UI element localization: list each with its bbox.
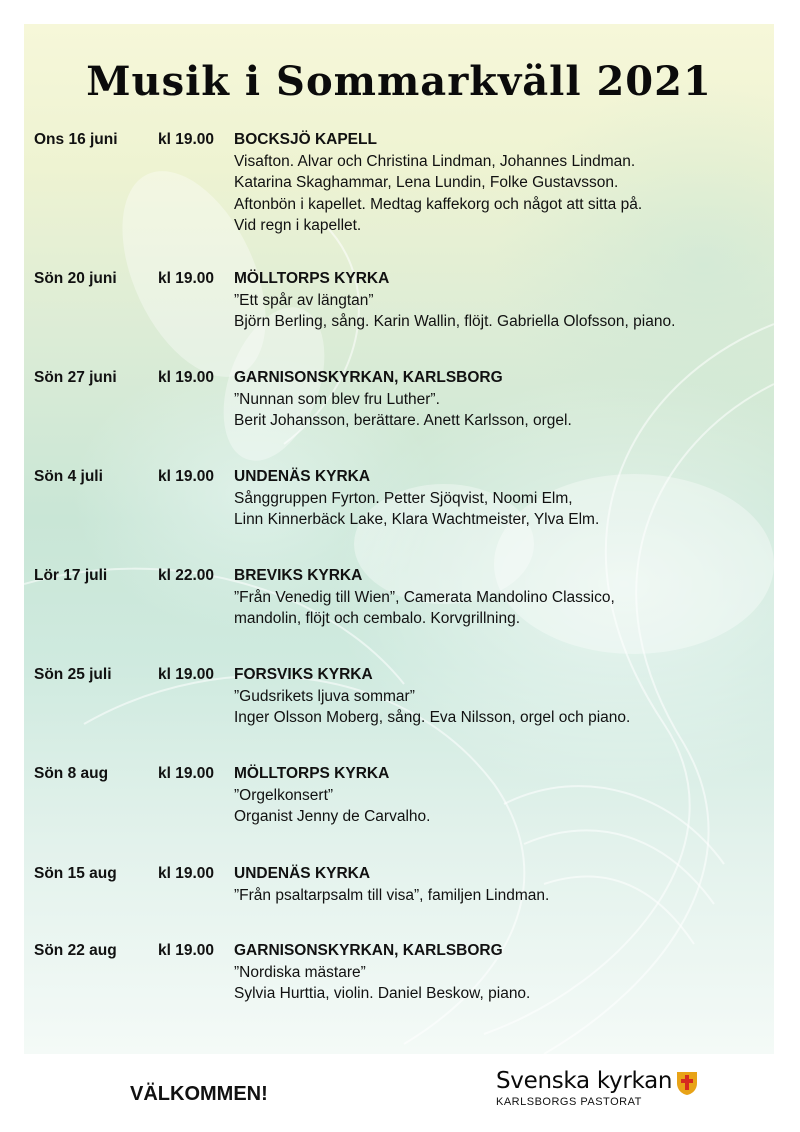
- event-date: Sön 27 juni: [34, 369, 117, 386]
- event-line: ”Gudsrikets ljuva sommar”: [234, 687, 415, 705]
- event-list: [34, 129, 774, 1010]
- event-line: ”Ett spår av längtan”: [234, 291, 374, 309]
- event-line: Berit Johansson, berättare. Anett Karlsson, orgel.: [234, 412, 572, 429]
- list-item: [34, 565, 774, 664]
- event-date: Sön 20 juni: [34, 270, 117, 287]
- event-venue: BOCKSJÖ KAPELL: [234, 131, 377, 148]
- event-line: Sylvia Hurttia, violin. Daniel Beskow, piano.: [234, 985, 531, 1002]
- event-line: Sånggruppen Fyrton. Petter Sjöqvist, Noomi Elm,: [234, 489, 573, 507]
- event-line: Organist Jenny de Carvalho.: [234, 808, 431, 825]
- event-line: ”Från psaltarpsalm till visa”, familjen Lindman.: [234, 886, 550, 904]
- list-item: [34, 664, 774, 763]
- page-title: Musik i Sommarkväll 2021: [86, 58, 712, 105]
- logo-subtitle: KARLSBORGS PASTORAT: [496, 1096, 642, 1108]
- event-line: Björn Berling, sång. Karin Wallin, flöjt. Gabriella Olofsson, piano.: [234, 313, 676, 330]
- event-line: ”Orgelkonsert”: [234, 786, 334, 804]
- list-item: [34, 763, 774, 863]
- event-line: ”Nordiska mästare”: [234, 963, 366, 981]
- event-time: kl 19.00: [158, 131, 215, 148]
- event-venue: GARNISONSKYRKAN, KARLSBORG: [234, 369, 503, 386]
- event-time: kl 19.00: [158, 765, 215, 782]
- event-time: kl 19.00: [158, 865, 215, 882]
- list-item: [34, 268, 774, 367]
- event-date: Sön 22 aug: [34, 942, 117, 959]
- event-time: kl 22.00: [158, 567, 215, 584]
- event-venue: FORSVIKS KYRKA: [234, 666, 373, 683]
- event-time: kl 19.00: [158, 666, 215, 683]
- list-item: [34, 129, 774, 268]
- event-line: mandolin, flöjt och cembalo. Korvgrillning.: [234, 610, 521, 627]
- event-venue: BREVIKS KYRKA: [234, 567, 363, 584]
- welcome-text: VÄLKOMMEN!: [130, 1083, 268, 1105]
- event-date: Ons 16 juni: [34, 131, 118, 148]
- event-date: Sön 8 aug: [34, 765, 109, 782]
- poster-background: [24, 24, 774, 1054]
- event-venue: UNDENÄS KYRKA: [234, 468, 371, 485]
- event-line: Katarina Skaghammar, Lena Lundin, Folke Gustavsson.: [234, 174, 619, 191]
- event-line: Visafton. Alvar och Christina Lindman, Johannes Lindman.: [234, 152, 636, 170]
- event-time: kl 19.00: [158, 942, 215, 959]
- logo-name: Svenska kyrkan: [496, 1068, 673, 1094]
- event-venue: MÖLLTORPS KYRKA: [234, 270, 390, 287]
- event-date: Sön 15 aug: [34, 865, 117, 882]
- list-item: [34, 940, 774, 1010]
- event-date: Lör 17 juli: [34, 567, 108, 584]
- event-line: Inger Olsson Moberg, sång. Eva Nilsson, orgel och piano.: [234, 709, 631, 726]
- event-venue: GARNISONSKYRKAN, KARLSBORG: [234, 942, 503, 959]
- event-time: kl 19.00: [158, 369, 215, 386]
- event-date: Sön 4 juli: [34, 468, 103, 485]
- list-item: [34, 367, 774, 466]
- church-cross-icon: [676, 1070, 698, 1096]
- event-venue: UNDENÄS KYRKA: [234, 865, 371, 882]
- list-item: [34, 863, 774, 940]
- event-date: Sön 25 juli: [34, 666, 112, 683]
- event-line: Vid regn i kapellet.: [234, 217, 362, 234]
- event-line: Aftonbön i kapellet. Medtag kaffekorg och något att sitta på.: [234, 195, 643, 213]
- svenska-kyrkan-logo: [496, 1068, 672, 1108]
- event-time: kl 19.00: [158, 468, 215, 485]
- event-line: ”Från Venedig till Wien”, Camerata Mandolino Classico,: [234, 588, 615, 606]
- event-line: ”Nunnan som blev fru Luther”.: [234, 390, 440, 408]
- event-line: Linn Kinnerbäck Lake, Klara Wachtmeister, Ylva Elm.: [234, 511, 600, 528]
- event-time: kl 19.00: [158, 270, 215, 287]
- event-venue: MÖLLTORPS KYRKA: [234, 765, 390, 782]
- list-item: [34, 466, 774, 565]
